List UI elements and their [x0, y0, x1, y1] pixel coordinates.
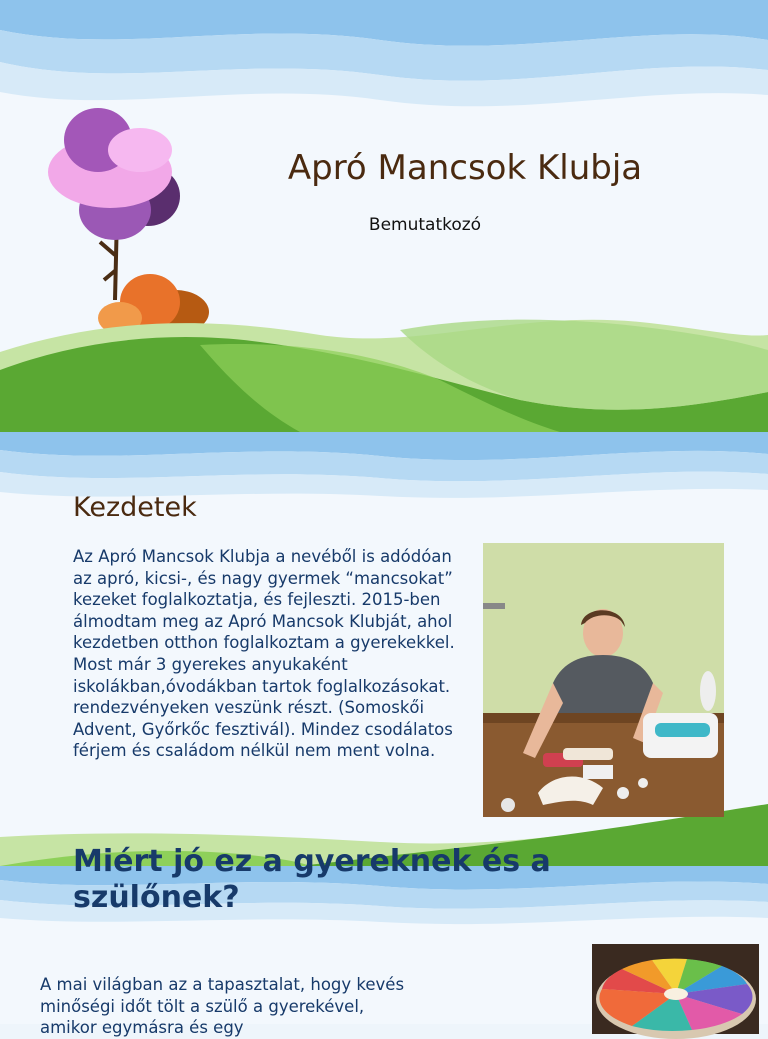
slide-title-heading: Apró Mancsok Klubja	[287, 148, 643, 188]
slide-title	[0, 0, 768, 432]
slide-heading: Kezdetek	[73, 492, 197, 523]
slide-miert-jo	[0, 844, 768, 1038]
slide-body-text: Az Apró Mancsok Klubja a nevéből is adódóan az apró, kicsi-, és nagy gyermek “mancsokat” kezeket foglalkoztatja, és fejleszti. 2015-ben álmodtam meg az Apró Mancsok Klubját, ahol kezdetben otthon foglalkoztam a gyerekekkel. Most már 3 gyerekes anyukaként iskolákban,óvodákban tartok foglalkozásokat. rendezvényeken veszünk részt. (Somoskői Advent, Győrkőc fesztivál). Mindez csodálatos férjem és családom nélkül nem ment volna.	[73, 547, 455, 761]
slide-body-text: A mai világban az a tapasztalat, hogy kevés minőségi időt tölt a szülő a gyerekével, amikor egymásra és egy	[40, 975, 405, 1038]
slide-subtitle: Bemutatkozó	[368, 215, 482, 235]
slide-heading: Miért jó ez a gyereknek és a szülőnek?	[73, 844, 551, 915]
slide-kezdetek	[0, 432, 768, 866]
photo-paper-cake	[592, 944, 759, 1034]
photo-woman-crafting	[483, 543, 724, 817]
